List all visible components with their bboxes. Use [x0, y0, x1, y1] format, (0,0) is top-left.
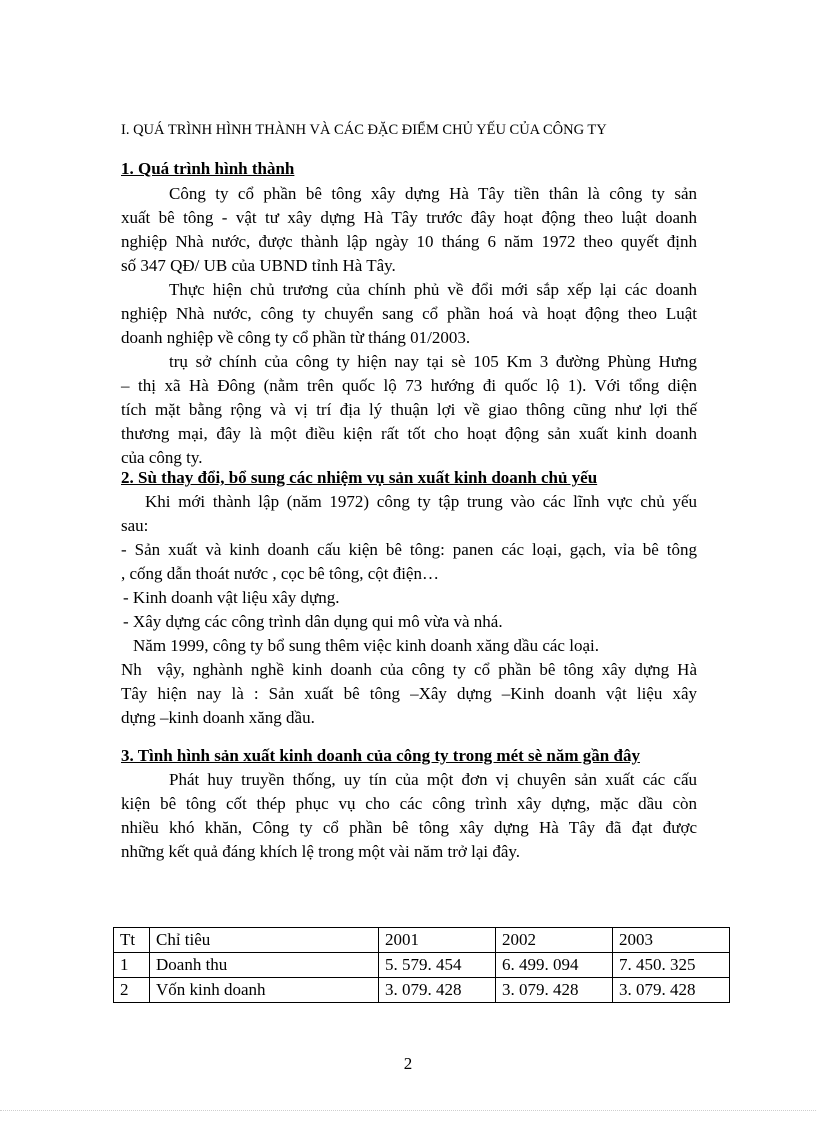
table-cell: Doanh thu — [150, 953, 379, 978]
table-cell: 6. 499. 094 — [496, 953, 613, 978]
main-heading: I. QUÁ TRÌNH HÌNH THÀNH VÀ CÁC ĐẶC ĐIỂM CHỦ YẾU CỦA CÔNG TY — [121, 122, 607, 138]
table-cell: 3. 079. 428 — [496, 978, 613, 1003]
table-cell: 7. 450. 325 — [613, 953, 730, 978]
section3-title: 3. Tình hình sản xuất kinh doanh của công ty trong mét sè năm gần đây — [121, 746, 640, 765]
table-cell: Vốn kinh doanh — [150, 978, 379, 1003]
table-header-cell: Chỉ tiêu — [150, 928, 379, 953]
table-cell: 5. 579. 454 — [379, 953, 496, 978]
section1-line: nghiệp Nhà nước, được thành lập ngày 10 tháng 6 năm 1972 theo quyết định — [121, 232, 697, 251]
table-cell: 3. 079. 428 — [613, 978, 730, 1003]
table-header-cell: Tt — [114, 928, 150, 953]
table-header-cell: 2002 — [496, 928, 613, 953]
section1-line: – thị xã Hà Đông (nằm trên quốc lộ 73 hướng đi quốc lộ 1). Với tổng diện — [121, 376, 697, 395]
section2-line: - Kinh doanh vật liệu xây dựng. — [123, 588, 340, 607]
page-bottom-divider — [0, 1110, 816, 1111]
table-cell: 3. 079. 428 — [379, 978, 496, 1003]
section1-line: doanh nghiệp về công ty cổ phần từ tháng 01/2003. — [121, 328, 471, 347]
table-header-cell: 2003 — [613, 928, 730, 953]
section1-line: của công ty. — [121, 448, 203, 467]
section2-line: Năm 1999, công ty bổ sung thêm việc kinh doanh xăng dầu các loại. — [133, 636, 599, 655]
table-cell: 2 — [114, 978, 150, 1003]
section2-line: vậy, nghành nghề kinh doanh của công ty cổ phần bê tông xây dựng Hà — [157, 660, 697, 679]
section1-line: thương mại, đây là một điều kiện rất tốt cho hoạt động sản xuất kinh doanh — [121, 424, 697, 443]
section3-line: Phát huy truyền thống, uy tín của một đơn vị chuyên sản xuất các cấu — [169, 770, 697, 789]
section2-line: Tây hiện nay là : Sản xuất bê tông –Xây dựng –Kinh doanh vật liệu xây — [121, 684, 697, 703]
table-header-cell: 2001 — [379, 928, 496, 953]
table-row — [114, 953, 730, 978]
table-header-row — [114, 928, 730, 953]
business-results-table — [113, 927, 730, 1003]
section2-line: sau: — [121, 516, 149, 535]
section2-line: Nh — [121, 660, 142, 679]
section2-line: dựng –kinh doanh xăng dầu. — [121, 708, 315, 727]
section2-line: , cống dẫn thoát nước , cọc bê tông, cột điện… — [121, 564, 439, 583]
section2-line: - Xây dựng các công trình dân dụng qui mô vừa và nhá. — [123, 612, 503, 631]
section2-line: - Sản xuất và kinh doanh cấu kiện bê tông: panen các loại, gạch, vỉa bê tông — [121, 540, 697, 559]
section3-line: những kết quả đáng khích lệ trong một vài năm trở lại đây. — [121, 842, 521, 861]
section1-line: trụ sở chính của công ty hiện nay tại sè 105 Km 3 đường Phùng Hưng — [169, 352, 697, 371]
section1-line: nghiệp Nhà nước, công ty chuyển sang cổ phần hoá và hoạt động theo Luật — [121, 304, 697, 323]
section3-line: nhiều khó khăn, Công ty cổ phần bê tông xây dựng Hà Tây đã đạt được — [121, 818, 697, 837]
section3-line: kiện bê tông cốt thép phục vụ cho các công trình xây dựng, mặc dầu còn — [121, 794, 697, 813]
section2-line: Khi mới thành lập (năm 1972) công ty tập trung vào các lĩnh vực chủ yếu — [145, 492, 697, 511]
section1-line: Công ty cổ phần bê tông xây dựng Hà Tây tiền thân là công ty sản — [169, 184, 697, 203]
section2-title: 2. Sù thay đổi, bổ sung các nhiệm vụ sản xuất kinh doanh chủ yếu — [121, 468, 598, 487]
section1-line: Thực hiện chủ trương của chính phủ về đổi mới sắp xếp lại các doanh — [169, 280, 697, 299]
table-cell: 1 — [114, 953, 150, 978]
page-number: 2 — [403, 1054, 413, 1073]
section1-title: 1. Quá trình hình thành — [121, 159, 295, 178]
table-row — [114, 978, 730, 1003]
section1-line: xuất bê tông - vật tư xây dựng Hà Tây trước đây hoạt động theo luật doanh — [121, 208, 697, 227]
section1-line: số 347 QĐ/ UB của UBND tỉnh Hà Tây. — [121, 256, 396, 275]
section1-line: tích mặt bằng rộng và vị trí địa lý thuận lợi về giao thông cũng như lợi thế — [121, 400, 697, 419]
